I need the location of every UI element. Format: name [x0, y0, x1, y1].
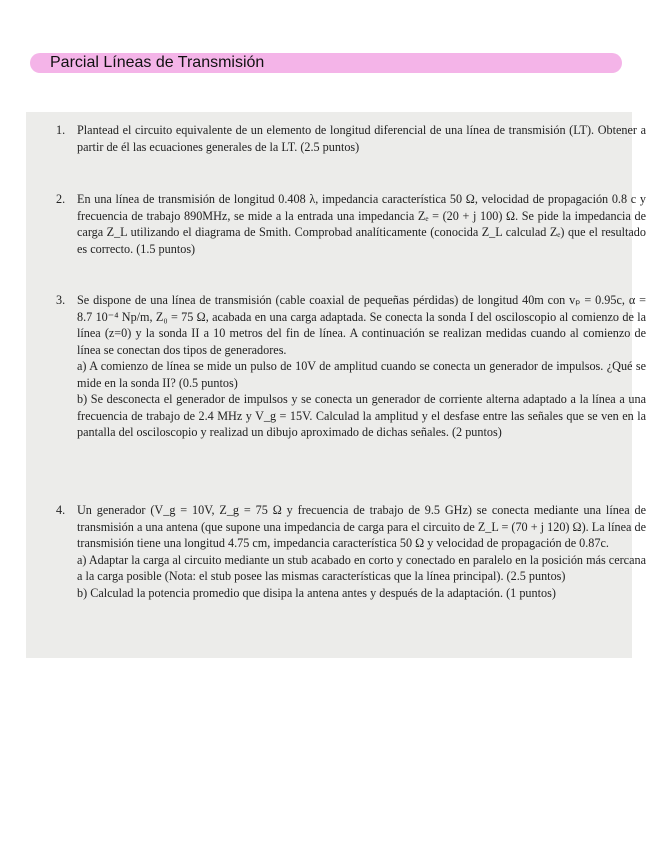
question-text: Plantead el circuito equivalente de un elemento de longitud diferencial de una línea de transmisión (LT). Obtener a partir de él las ecuaciones generales de la LT. (2.5 puntos) — [77, 123, 646, 154]
question-1 — [56, 122, 646, 155]
question-part-a: a) Adaptar la carga al circuito mediante un stub acabado en corto y conectado en paralelo en la posición más cercana a la carga posible (Nota: el stub posee las mismas características que la línea principal). (2.5 puntos) — [77, 552, 646, 583]
title-banner — [30, 53, 622, 73]
question-3 — [56, 292, 646, 441]
question-part-b: b) Se desconecta el generador de impulsos y se conecta un generador de corriente alterna adaptado a la línea a una frecuencia de trabajo de 2.4 MHz y V_g = 15V. Calculad la amplitud y el desfase entre las señales que se ven en la pantalla del osciloscopio y realizad un dibujo aproximado de dichas señales. (2 puntos) — [77, 392, 646, 439]
question-number: 4. — [56, 503, 66, 517]
exam-sheet — [26, 112, 646, 658]
question-part-a: a) A comienzo de línea se mide un pulso de 10V de amplitud cuando se conecta un generador de impulsos. ¿Qué se mide en la sonda II? (0.5 puntos) — [77, 359, 646, 390]
question-2 — [56, 191, 646, 257]
question-number: 1. — [56, 123, 66, 137]
question-part-b: b) Calculad la potencia promedio que disipa la antena antes y después de la adaptación. (1 puntos) — [77, 585, 556, 600]
page-title: Parcial Líneas de Transmisión — [50, 54, 265, 71]
question-number: 2. — [56, 192, 66, 206]
question-text: Se dispone de una línea de transmisión (cable coaxial de pequeñas pérdidas) de longitud 40m con vₚ = 0.95c, α = 8.7 10⁻⁴ Np/m, Z₀ = 75 Ω, acabada en una carga adaptada. Se conecta la sonda I del osciloscopio al comienzo de la línea (z=0) y la sonda II a 10 metros del fin de línea. A continuación se realizan medidas cuando al comienzo de línea se conectan dos tipos de generadores. — [77, 293, 646, 357]
question-4 — [56, 502, 646, 601]
question-text: Un generador (V_g = 10V, Z_g = 75 Ω y frecuencia de trabajo de 9.5 GHz) se conecta mediante una línea de transmisión a una antena (que supone una impedancia de carga para el circuito de Z_L = (70 + j 120) Ω). La línea de transmisión tiene una longitud 4.75 cm, impedancia característica 50 Ω y velocidad de propagación de 0.87c. — [77, 503, 646, 550]
question-number: 3. — [56, 293, 66, 307]
question-text: En una línea de transmisión de longitud 0.408 λ, impedancia característica 50 Ω, velocidad de propagación 0.8 c y frecuencia de trabajo 890MHz, se mide a la entrada una impedancia Zₑ = (20 + j 100) Ω. Se pide la impedancia de carga Z_L utilizando el diagrama de Smith. Comprobad analíticamente (conocida Z_L calculad Zₑ) que el resultado es correcto. (1.5 puntos) — [77, 192, 646, 256]
